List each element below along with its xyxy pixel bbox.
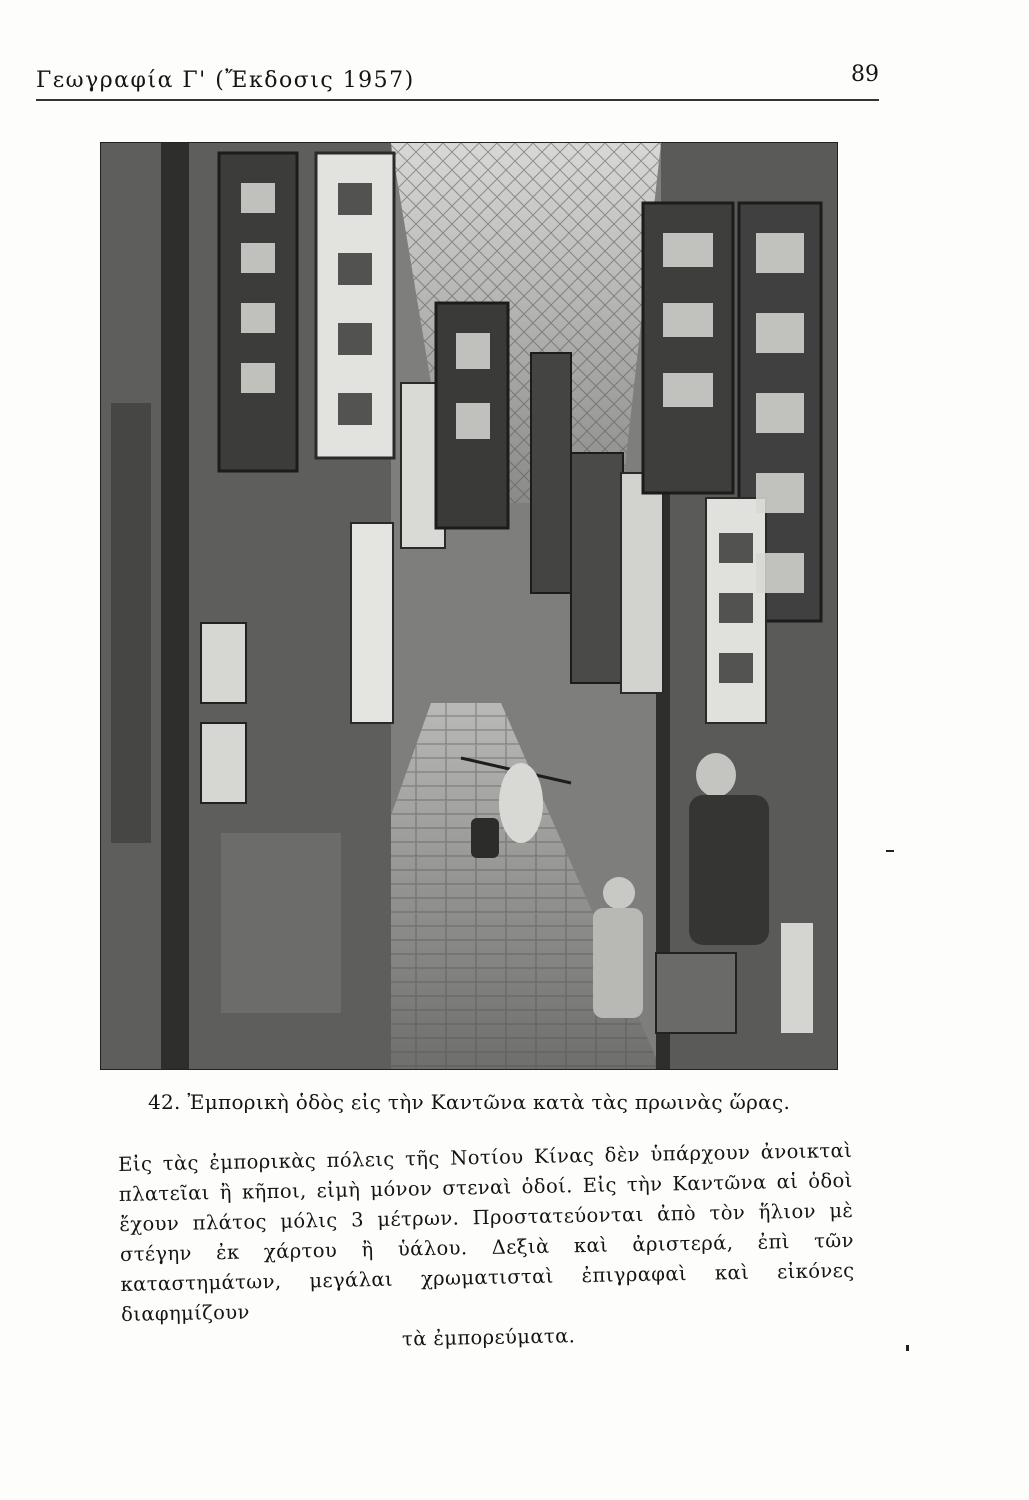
paragraph-text: Εἰς τὰς ἐμπορικὰς πόλεις τῆς Νοτίου Κίνας δὲν ὑπάρχουν ἀνοικταὶ πλατεῖαι ἢ κῆποι, εἰμὴ μόνον στεναὶ ὁδοί. Εἰς τὴν Καντῶνα αἱ ὁδοὶ ἔχουν πλάτος μόλις 3 μέτρων. Προστατεύονται ἀπὸ τὸν ἥλιον μὲ στέγην ἐκ χάρτου ἢ ὑάλου. Δεξιὰ καὶ ἀριστερά, ἐπὶ τῶν καταστημάτων, μεγάλαι χρωματισταὶ ἐπιγραφαὶ καὶ εἰκόνες διαφημίζουν	[118, 1138, 855, 1326]
street-photograph	[100, 142, 838, 1070]
body-paragraph	[118, 1136, 856, 1360]
paragraph-last-line: τὰ ἐμπορεύματα.	[401, 1324, 576, 1351]
figure-caption: 42. Ἐμπορικὴ ὁδὸς εἰς τὴν Καντῶνα κατὰ τὰς πρωινὰς ὥρας.	[148, 1090, 791, 1114]
margin-dot	[906, 1345, 909, 1351]
header-rule	[36, 99, 879, 101]
page-number: 89	[851, 62, 879, 87]
photo-illustration	[101, 143, 837, 1069]
margin-dash	[886, 850, 894, 852]
running-title: Γεωγραφία Γ' (Ἔκδοσις 1957)	[36, 68, 415, 93]
